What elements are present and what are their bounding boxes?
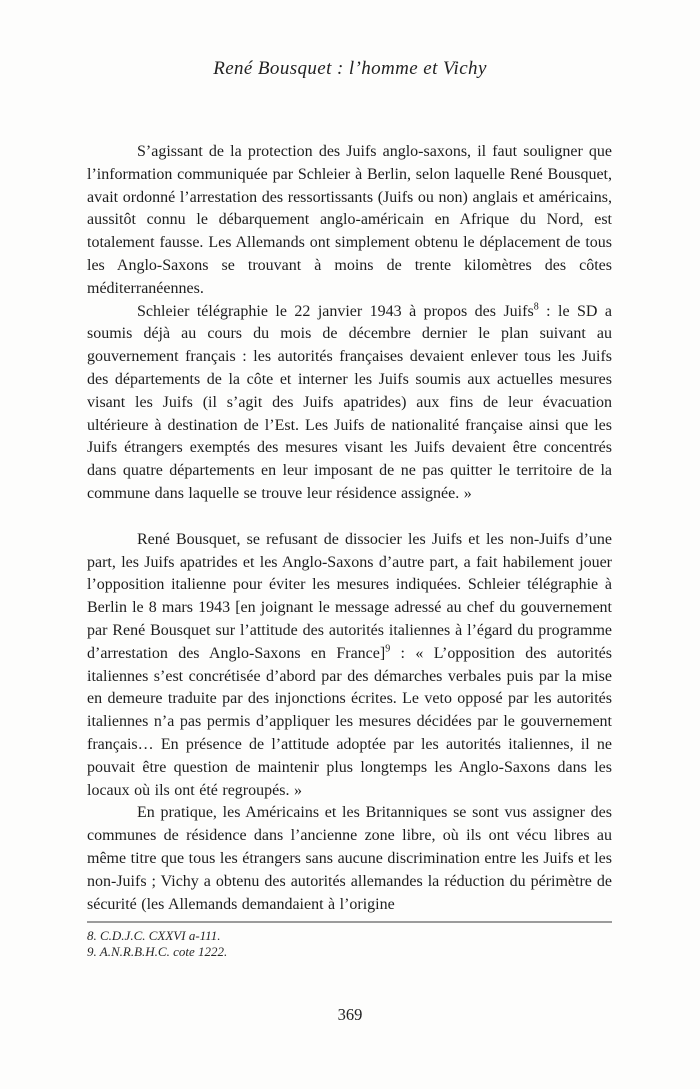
footnotes-section: [87, 921, 612, 959]
footnote-marker: 9: [385, 643, 391, 655]
paragraph: René Bousquet, se refusant de dissocier les Juifs et les non-Juifs d’une part, les Juifs apatrides et les Anglo-Saxons d’autre part, a fait habilement jouer l’opposition italienne pour éviter les mesures indiquées. Schleier télégraphie à Berlin le 8 mars 1943 [en joignant le message adressé au chef du gouvernement par René Bousquet sur l’attitude des autorités italiennes à l’égard du programme d’arrestation des Anglo-Saxons en France]$^9$ : « L’opposition des autorités italiennes s’est concrétisée d’abord par des démarches verbales puis par la mise en demeure traduite par des injonctions écrites. Le veto opposé par les autorités italiennes n’a pas permis d’appliquer les mesures décidées par le gouvernement français… En présence de l’attitude adoptée par les autorités italiennes, il ne pouvait être question de maintenir plus longtemps les Anglo-Saxons dans les locaux où ils ont été regroupés. »: [87, 530, 613, 799]
text-block: [87, 141, 612, 916]
running-header: [0, 58, 700, 80]
footnote-9: 9. A.N.R.B.H.C. cote 1222.: [87, 943, 228, 959]
paragraph: S’agissant de la protection des Juifs anglo-saxons, il faut souligner que l’information communiquée par Schleier à Berlin, selon laquelle René Bousquet, avait ordonné l’arrestation des ressortissants (Juifs ou non) anglais et américains, aussitôt connu le débarquement anglo-américain en Afrique du Nord, est totalement fausse. Les Allemands ont simplement obtenu le déplacement de tous les Anglo-Saxons se trouvant à moins de trente kilomètres des côtes méditerranéennes.: [87, 143, 612, 297]
paragraph: Schleier télégraphie le 22 janvier 1943 à propos des Juifs$^8$ : le SD a soumis déjà au cours du mois de décembre dernier le plan suivant au gouvernement français : les autorités françaises devaient enlever tous les Juifs des départements de la côte et interner les Juifs soumis aux actuelles mesures visant les Juifs (il s’agit des Juifs apatrides) aux fins de leur évacuation ultérieure à destination de l’Est. Les Juifs de nationalité française ainsi que les Juifs étrangers exemptés des mesures visant les Juifs devaient être concentrés dans quatre départements en leur imposant de ne pas quitter le territoire de la commune dans laquelle se trouve leur résidence assignée. »: [87, 301, 613, 502]
footnote-divider: [87, 921, 612, 923]
paragraph: En pratique, les Américains et les Britanniques se sont vus assigner des communes de résidence dans l’ancienne zone libre, où ils ont vécu libres au même titre que tous les étrangers sans aucune discrimination entre les Juifs et les non-Juifs ; Vichy a obtenu des autorités allemandes la réduction du périmètre de sécurité (les Allemands demandaient à l’origine: [87, 804, 612, 913]
footnote-8: 8. C.D.J.C. CXXVI a-111.: [87, 928, 221, 943]
page-title: René Bousquet : l’homme et Vichy: [213, 58, 487, 79]
page-number: 369: [337, 1005, 363, 1024]
footnote-marker: 8: [533, 301, 539, 313]
